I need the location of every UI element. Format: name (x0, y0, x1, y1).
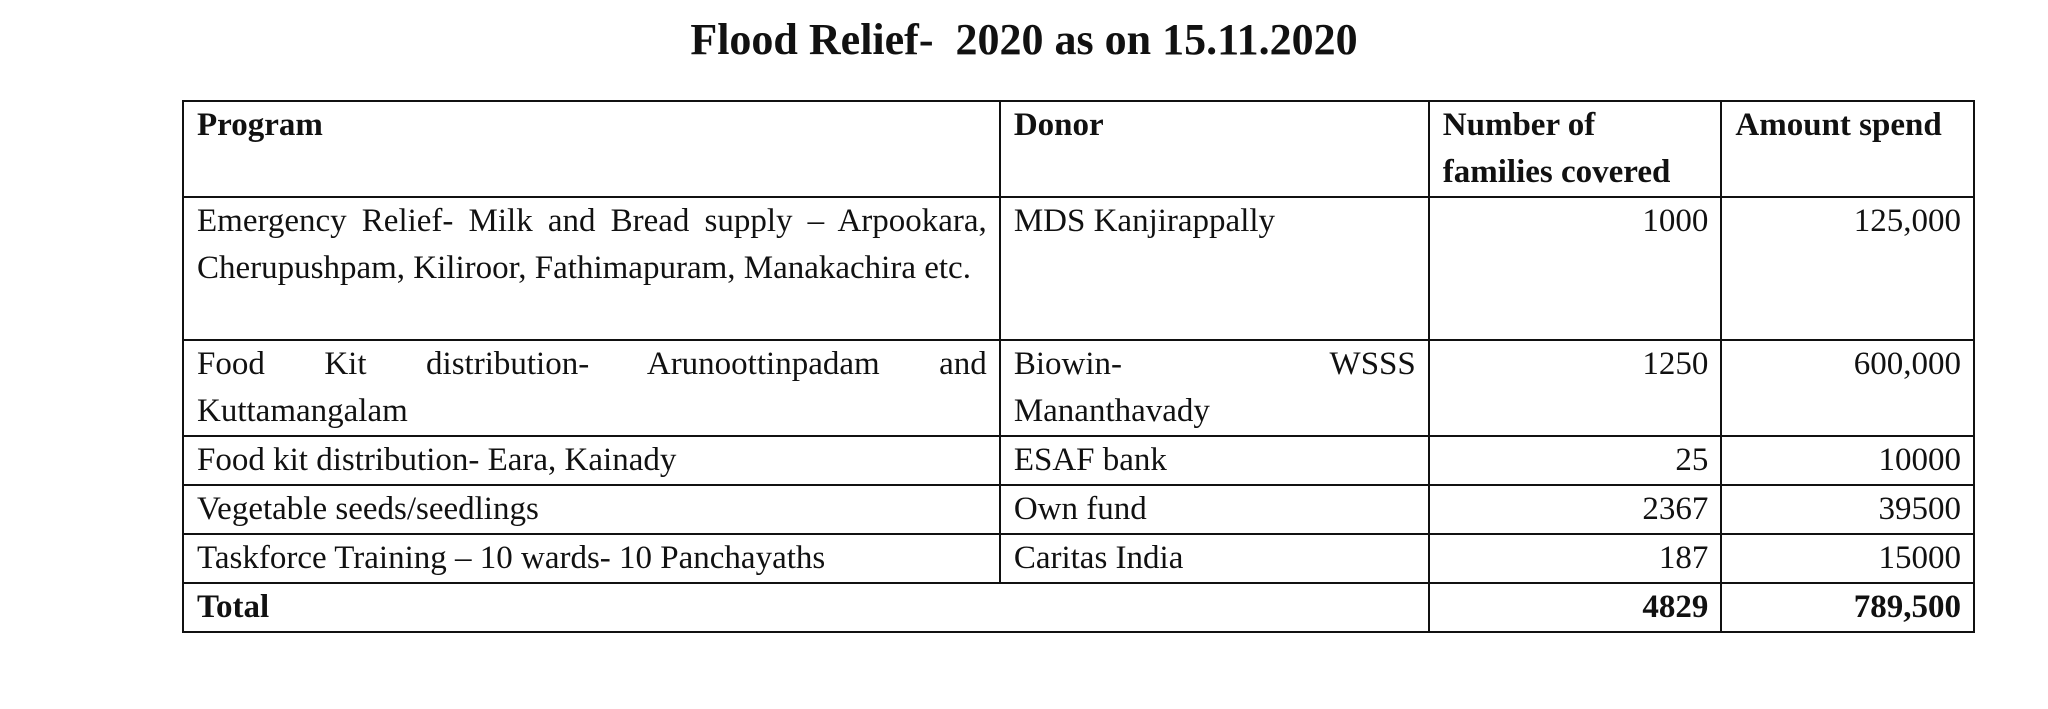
program-cell: Taskforce Training – 10 wards- 10 Panchayaths (183, 534, 1000, 583)
total-amount: 789,500 (1721, 583, 1974, 632)
table-row (183, 340, 1974, 436)
donor-cell: Biowin- WSSS Mananthavady (1000, 340, 1429, 436)
table-row (183, 485, 1974, 534)
donor-cell: ESAF bank (1000, 436, 1429, 485)
header-families-covered: Number of families covered (1429, 101, 1722, 197)
amount-cell: 600,000 (1721, 340, 1974, 436)
total-label: Total (183, 583, 1429, 632)
amount-cell: 10000 (1721, 436, 1974, 485)
donor-cell: Caritas India (1000, 534, 1429, 583)
program-cell: Emergency Relief- Milk and Bread supply – Arpookara, Cherupushpam, Kiliroor, Fathimapuram, Manakachira etc. (183, 197, 1000, 340)
document-title: Flood Relief- 2020 as on 15.11.2020 (690, 15, 1358, 64)
header-donor: Donor (1000, 101, 1429, 197)
table-row (183, 197, 1974, 340)
donor-cell: MDS Kanjirappally (1000, 197, 1429, 340)
families-cell: 187 (1429, 534, 1722, 583)
amount-cell: 39500 (1721, 485, 1974, 534)
flood-relief-table (182, 100, 1975, 633)
amount-cell: 15000 (1721, 534, 1974, 583)
program-cell: Vegetable seeds/seedlings (183, 485, 1000, 534)
header-amount-spend: Amount spend (1721, 101, 1974, 197)
donor-cell: Own fund (1000, 485, 1429, 534)
header-program: Program (183, 101, 1000, 197)
program-cell: Food Kit distribution- Arunoottinpadam and Kuttamangalam (183, 340, 1000, 436)
table-header-row (183, 101, 1974, 197)
amount-cell: 125,000 (1721, 197, 1974, 340)
families-cell: 1000 (1429, 197, 1722, 340)
program-cell: Food kit distribution- Eara, Kainady (183, 436, 1000, 485)
families-cell: 2367 (1429, 485, 1722, 534)
families-cell: 1250 (1429, 340, 1722, 436)
families-cell: 25 (1429, 436, 1722, 485)
table-row (183, 436, 1974, 485)
table-row (183, 534, 1974, 583)
total-families: 4829 (1429, 583, 1722, 632)
total-row (183, 583, 1974, 632)
